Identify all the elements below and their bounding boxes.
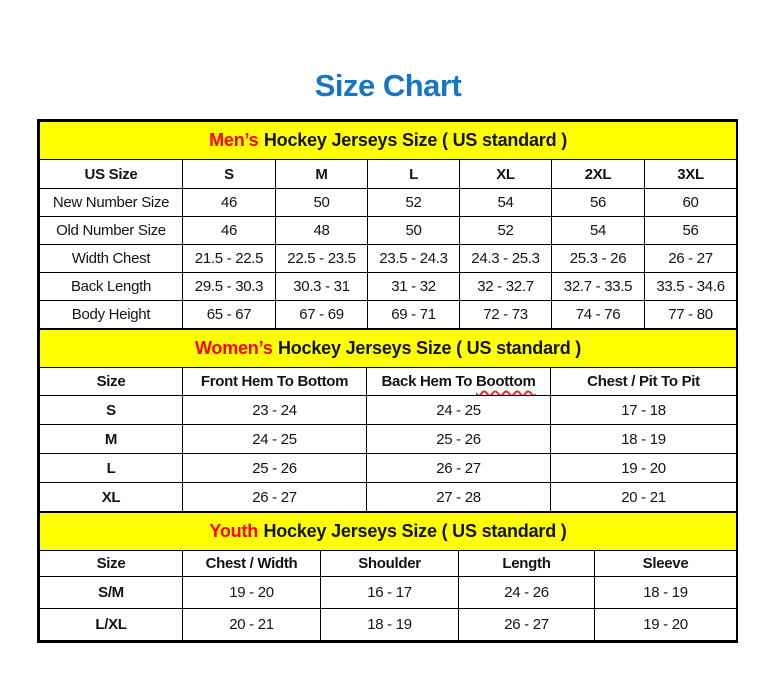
size-cell: 50: [276, 189, 368, 217]
size-cell: 23 - 24: [183, 396, 367, 425]
size-cell: 29.5 - 30.3: [183, 273, 276, 301]
size-cell: 56: [552, 189, 645, 217]
youth-banner-text: Hockey Jerseys Size ( US standard ): [263, 521, 567, 541]
size-cell: 52: [368, 189, 460, 217]
column-header: Chest / Pit To Pit: [551, 368, 737, 396]
mens-banner-row: [40, 122, 737, 160]
size-cell: 18 - 19: [551, 425, 737, 454]
column-header: Size: [40, 368, 183, 396]
size-cell: 46: [183, 189, 276, 217]
size-cell: 18 - 19: [595, 577, 737, 609]
size-cell: 22.5 - 23.5: [276, 245, 368, 273]
table-row: [40, 217, 737, 245]
mens-banner: [40, 122, 737, 160]
size-cell: 24 - 25: [183, 425, 367, 454]
size-chart: [37, 119, 738, 643]
size-cell: 46: [183, 217, 276, 245]
size-cell: 24 - 25: [367, 396, 551, 425]
row-label: Back Length: [40, 273, 183, 301]
size-cell: 26 - 27: [645, 245, 737, 273]
size-cell: 23.5 - 24.3: [368, 245, 460, 273]
youth-banner-highlight: Youth: [209, 521, 259, 541]
womens-banner-text: Hockey Jerseys Size ( US standard ): [277, 338, 582, 358]
size-cell: 27 - 28: [367, 483, 551, 512]
size-cell: 19 - 20: [595, 609, 737, 641]
table-row: [40, 609, 737, 641]
size-cell: 26 - 27: [459, 609, 595, 641]
table-row: [40, 396, 737, 425]
column-header: XL: [460, 160, 552, 189]
youth-header-row: [40, 551, 737, 577]
column-header: 3XL: [645, 160, 737, 189]
size-cell: 74 - 76: [552, 301, 645, 329]
page-title: Size Chart: [314, 68, 462, 103]
womens-banner: [40, 330, 737, 368]
size-cell: 67 - 69: [276, 301, 368, 329]
column-header: US Size: [40, 160, 183, 189]
mens-banner-highlight: Men’s: [209, 130, 259, 150]
youth-banner: [40, 513, 737, 551]
row-label: S: [40, 396, 183, 425]
column-header: Shoulder: [321, 551, 459, 577]
row-label: Old Number Size: [40, 217, 183, 245]
row-label: S/M: [40, 577, 183, 609]
size-cell: 20 - 21: [183, 609, 321, 641]
column-header: M: [276, 160, 368, 189]
size-cell: 16 - 17: [321, 577, 459, 609]
size-cell: 72 - 73: [460, 301, 552, 329]
table-row: [40, 454, 737, 483]
column-header: S: [183, 160, 276, 189]
table-row: [40, 483, 737, 512]
column-header: Sleeve: [595, 551, 737, 577]
mens-size-table: [39, 121, 737, 329]
table-row: [40, 577, 737, 609]
size-cell: 17 - 18: [551, 396, 737, 425]
column-header: L: [368, 160, 460, 189]
row-label: Width Chest: [40, 245, 183, 273]
column-header: Size: [40, 551, 183, 577]
size-cell: 25 - 26: [183, 454, 367, 483]
size-cell: 19 - 20: [551, 454, 737, 483]
column-header: Chest / Width: [183, 551, 321, 577]
size-cell: 25.3 - 26: [552, 245, 645, 273]
size-cell: 33.5 - 34.6: [645, 273, 737, 301]
table-row: [40, 189, 737, 217]
row-label: New Number Size: [40, 189, 183, 217]
size-cell: 54: [460, 189, 552, 217]
row-label: L: [40, 454, 183, 483]
size-cell: 60: [645, 189, 737, 217]
table-row: [40, 301, 737, 329]
size-cell: 52: [460, 217, 552, 245]
size-cell: 20 - 21: [551, 483, 737, 512]
table-row: [40, 245, 737, 273]
size-cell: 19 - 20: [183, 577, 321, 609]
row-label: XL: [40, 483, 183, 512]
row-label: L/XL: [40, 609, 183, 641]
size-cell: 50: [368, 217, 460, 245]
column-header: Front Hem To Bottom: [183, 368, 367, 396]
size-cell: 32.7 - 33.5: [552, 273, 645, 301]
column-header: Length: [459, 551, 595, 577]
row-label: Body Height: [40, 301, 183, 329]
size-cell: 25 - 26: [367, 425, 551, 454]
size-cell: 18 - 19: [321, 609, 459, 641]
size-cell: 77 - 80: [645, 301, 737, 329]
column-header: 2XL: [552, 160, 645, 189]
size-cell: 26 - 27: [367, 454, 551, 483]
row-label: M: [40, 425, 183, 454]
size-cell: 24.3 - 25.3: [460, 245, 552, 273]
size-cell: 69 - 71: [368, 301, 460, 329]
size-cell: 54: [552, 217, 645, 245]
size-cell: 56: [645, 217, 737, 245]
womens-header-row: [40, 368, 737, 396]
size-cell: 48: [276, 217, 368, 245]
size-cell: 26 - 27: [183, 483, 367, 512]
youth-size-table: [39, 512, 737, 641]
column-header: Back Hem To Boottom: [367, 368, 551, 396]
size-cell: 30.3 - 31: [276, 273, 368, 301]
size-cell: 32 - 32.7: [460, 273, 552, 301]
size-cell: 24 - 26: [459, 577, 595, 609]
youth-banner-row: [40, 513, 737, 551]
size-cell: 21.5 - 22.5: [183, 245, 276, 273]
womens-banner-highlight: Women’s: [194, 338, 273, 358]
size-cell: 65 - 67: [183, 301, 276, 329]
table-row: [40, 425, 737, 454]
womens-size-table: [39, 329, 737, 512]
mens-banner-text: Hockey Jerseys Size ( US standard ): [263, 130, 567, 150]
womens-banner-row: [40, 330, 737, 368]
misspelled-word: Boottom: [475, 373, 536, 390]
size-cell: 31 - 32: [368, 273, 460, 301]
mens-header-row: [40, 160, 737, 189]
table-row: [40, 273, 737, 301]
